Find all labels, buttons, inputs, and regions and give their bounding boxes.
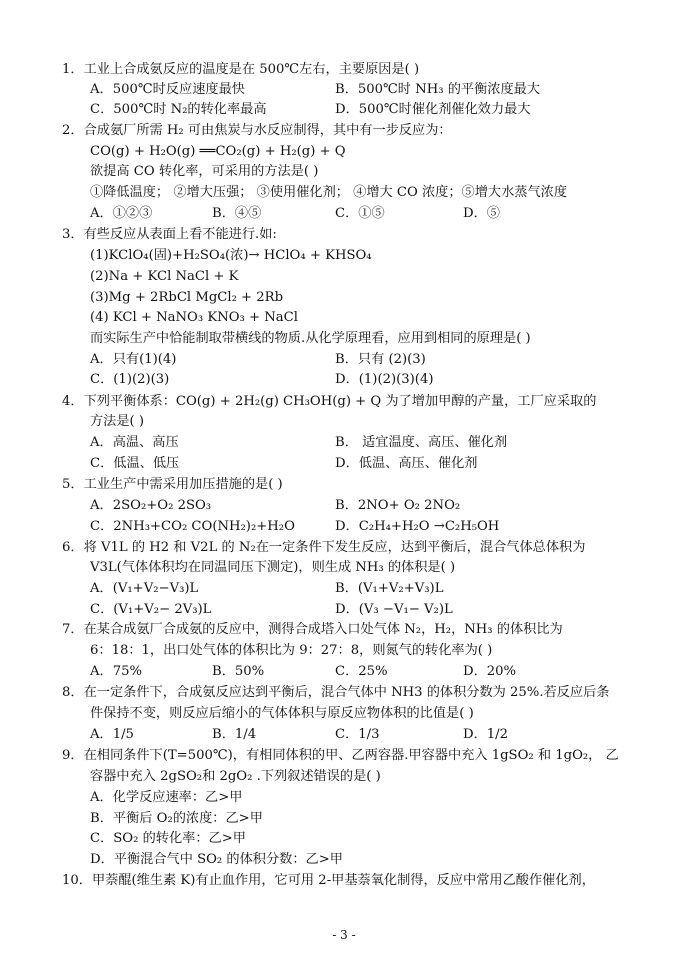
question-8-option-a: A．1/5 [90,727,134,742]
question-6-option-b: B．(V₁+V₂+V₃)L [335,581,444,596]
question-7-option-b: B．50% [212,664,265,679]
question-3-stem: 3．有些反应从表面上看不能进行.如: [62,227,277,242]
question-3-prompt: 而实际生产中恰能制取带横线的物质.从化学原理看，应用到相同的原理是( ) [90,331,531,346]
question-3-reaction-4: (4) KCl + NaNO₃ KNO₃ + NaCl [90,310,298,325]
question-6-stem: 6．将 V1L 的 H2 和 V2L 的 N₂在一定条件下发生反应，达到平衡后，混合气体总体积为 [62,540,586,555]
question-1-option-b: B．500℃时 NH₃ 的平衡浓度最大 [335,82,541,97]
question-2-conditions: ①降低温度； ②增大压强； ③使用催化剂； ④增大 CO 浓度；⑤增大水蒸气浓度 [90,185,568,200]
question-8-option-b: B．1/4 [212,727,257,742]
question-2-option-c: C．①⑤ [335,206,385,221]
question-4-option-a: A．高温、高压 [90,435,179,450]
question-1-option-d: D．500℃时催化剂催化效力最大 [335,102,531,117]
question-8-option-d: D．1/2 [463,727,508,742]
question-9-option-b: B．平衡后 O₂的浓度：乙>甲 [90,811,263,826]
question-7-option-d: D．20% [463,664,517,679]
question-4-stem: 4．下列平衡体系：CO(g) + 2H₂(g) CH₃OH(g) + Q 为了增加甲醇的产量，工厂应采取的 [62,394,597,409]
question-6-option-c: C．(V₁+V₂− 2V₃)L [90,602,212,617]
page-number: - 3 - [332,928,356,942]
question-2-equation: CO(g) + H₂O(g) ══CO₂(g) + H₂(g) + Q [90,144,346,159]
question-6-stem-continued: V3L(气体体积均在同温同压下测定)，则生成 NH₃ 的体积是( ) [90,560,456,575]
question-6-option-d: D．(V₃ −V₁− V₂)L [335,602,453,617]
question-2-option-a: A．①②③ [90,206,153,221]
question-4-option-b: B． 适宜温度、高压、催化剂 [335,435,508,450]
question-9-option-a: A．化学反应速率：乙>甲 [90,790,243,805]
question-1-option-c: C．500℃时 N₂的转化率最高 [90,102,267,117]
question-5-option-a: A．2SO₂+O₂ 2SO₃ [90,498,212,513]
question-5-option-c: C．2NH₃+CO₂ CO(NH₂)₂+H₂O [90,519,295,534]
question-7-stem-continued: 6：18：1，出口处气体的体积比为 9：27：8，则氮气的转化率为( ) [90,643,493,658]
question-1-stem: 1．工业上合成氨反应的温度是在 500℃左右，主要原因是( ) [62,62,420,77]
question-7-option-a: A．75% [90,664,143,679]
question-8-option-c: C．1/3 [335,727,380,742]
question-3-option-d: D．(1)(2)(3)(4) [335,372,434,387]
question-10-stem: 10．甲萘醌(维生素 K)有止血作用，它可用 2-甲基萘氧化制得，反应中常用乙酸作催化剂， [62,873,595,888]
question-3-option-b: B．只有 (2)(3) [335,352,426,367]
question-3-reaction-2: (2)Na + KCl NaCl + K [90,269,239,284]
question-9-stem: 9．在相同条件下(T=500℃)，有相同体积的甲、乙两容器.甲容器中充入 1gSO₂ 和 1gO₂， 乙 [62,748,619,763]
question-3-reaction-1: (1)KClO₄(固)+H₂SO₄(浓)→ HClO₄ + KHSO₄ [90,248,372,263]
question-3-reaction-3: (3)Mg + 2RbCl MgCl₂ + 2Rb [90,290,284,305]
question-2-option-d: D．⑤ [463,206,500,221]
question-9-option-c: C．SO₂ 的转化率：乙>甲 [90,831,246,846]
question-5-option-d: D．C₂H₄+H₂O →C₂H₅OH [335,519,500,534]
question-2-option-b: B．④⑤ [212,206,262,221]
question-8-stem: 8．在一定条件下，合成氨反应达到平衡后，混合气体中 NH3 的体积分数为 25%.若反应后条 [62,685,610,700]
question-4-stem-continued: 方法是( ) [90,414,145,429]
question-3-option-a: A．只有(1)(4) [90,352,177,367]
question-3-option-c: C．(1)(2)(3) [90,372,170,387]
question-2-prompt: 欲提高 CO 转化率，可采用的方法是( ) [90,164,319,179]
question-8-stem-continued: 件保持不变，则反应后缩小的气体体积与原反应物体积的比值是( ) [90,706,474,721]
question-9-stem-continued: 容器中充入 2gSO₂和 2gO₂ .下列叙述错误的是( ) [90,769,381,784]
question-1-option-a: A．500℃时反应速度最快 [90,82,245,97]
question-4-option-c: C．低温、低压 [90,456,180,471]
question-5-stem: 5．工业生产中需采用加压措施的是( ) [62,477,283,492]
question-7-stem: 7．在某合成氨厂合成氨的反应中，测得合成塔入口处气体 N₂，H₂，NH₃ 的体积比为 [62,622,563,637]
question-7-option-c: C．25% [335,664,388,679]
question-6-option-a: A．(V₁+V₂−V₃)L [90,581,199,596]
question-4-option-d: D．低温、高压、催化剂 [335,456,478,471]
question-5-option-b: B．2NO+ O₂ 2NO₂ [335,498,461,513]
question-9-option-d: D．平衡混合气中 SO₂ 的体积分数：乙>甲 [90,852,343,867]
question-2-stem: 2．合成氨厂所需 H₂ 可由焦炭与水反应制得，其中有一步反应为： [62,123,452,138]
